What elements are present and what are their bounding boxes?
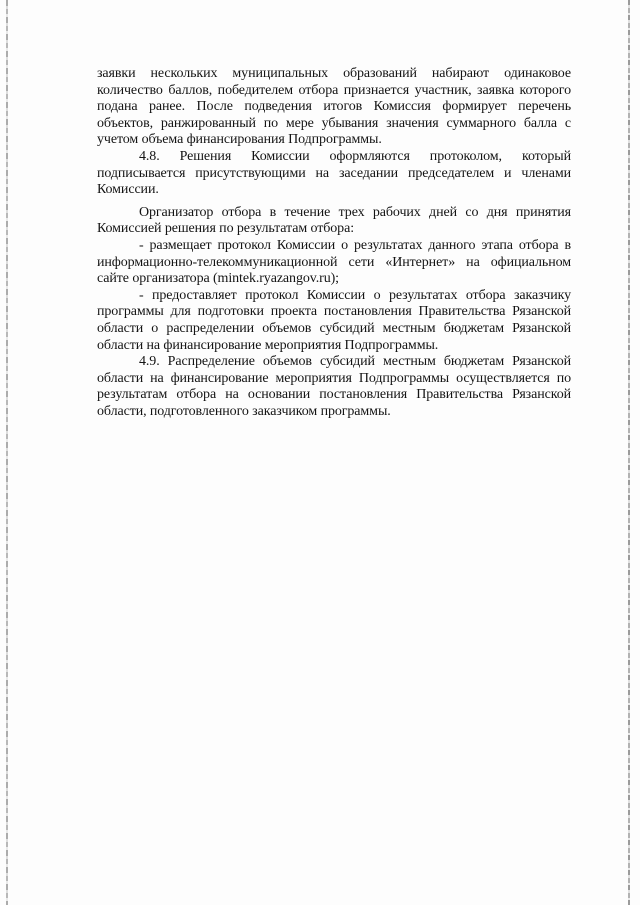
paragraph-continuation: заявки нескольких муниципальных образований набирают одинаковое количество баллов, победителем отбора признается участник, заявка которого подана ранее. После подведения итогов Комиссия формирует перечень объектов, ранжированный по мере убывания значения суммарного балла с учетом объема финансирования Подпрограммы. <box>97 66 571 148</box>
list-item-provide-protocol: - предоставляет протокол Комиссии о результатах отбора заказчику программы для подготовки проекта постановления Правительства Рязанской области о распределении объемов субсидий местным бюджетам Рязанской области на финансирование мероприятия Подпрограммы. <box>97 287 571 353</box>
paragraph-4-9: 4.9. Распределение объемов субсидий местным бюджетам Рязанской области на финансирование мероприятия Подпрограммы осуществляется по результатам отбора на основании постановления Правительства Рязанской области, подготовленного заказчиком программы. <box>97 354 571 419</box>
paragraph-4-8: 4.8. Решения Комиссии оформляются протоколом, который подписывается присутствующими на заседании председателем и членами Комиссии. <box>97 148 571 198</box>
paragraph-organizer: Организатор отбора в течение трех рабочих дней со дня принятия Комиссией решения по результатам отбора: <box>97 204 571 237</box>
scan-edge-right <box>628 0 630 905</box>
list-item-publish-protocol: - размещает протокол Комиссии о результатах данного этапа отбора в информационно-телекоммуникационной сети «Интернет» на официальном сайте организатора (mintek.ryazangov.ru); <box>97 237 571 287</box>
scan-edge-left <box>6 0 8 905</box>
document-body <box>97 66 571 420</box>
